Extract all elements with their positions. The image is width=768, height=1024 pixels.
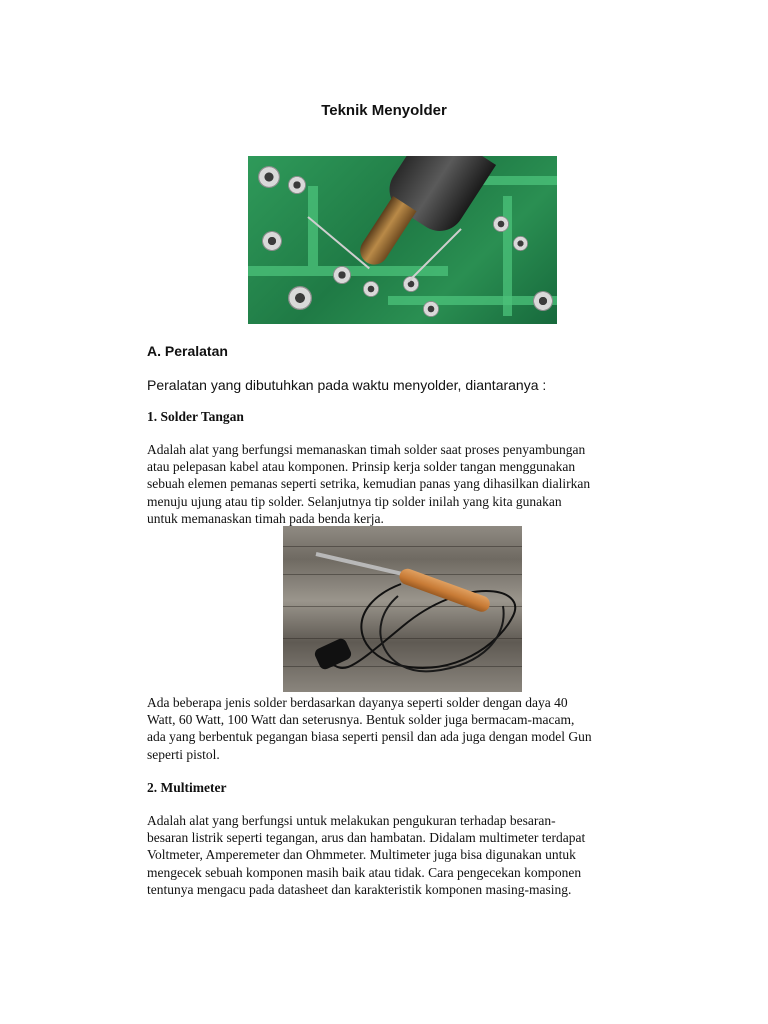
page-title: Teknik Menyolder	[321, 102, 447, 119]
section-intro: Peralatan yang dibutuhkan pada waktu menyolder, diantaranya :	[147, 377, 547, 393]
solder-pad	[493, 216, 509, 232]
soldering-photo	[248, 156, 557, 324]
paragraph-line: atau pelepasan kabel atau komponen. Prinsip kerja solder tangan menggunakan	[147, 459, 576, 475]
paragraph-solder-tangan-1	[147, 441, 667, 527]
solder-pad	[262, 231, 282, 251]
paragraph-line: Ada beberapa jenis solder berdasarkan dayanya seperti solder dengan daya 40	[147, 695, 568, 710]
paragraph-line: mengecek sebuah komponen masih baik atau tidak. Cara pengecekan komponen	[147, 864, 582, 880]
solder-pad	[423, 301, 439, 317]
paragraph-line: menuju ujung atau tip solder. Selanjutnya tip solder inilah yang kita gunakan	[147, 493, 562, 509]
solder-pad	[258, 166, 280, 188]
solder-pad	[333, 266, 351, 284]
solder-pad	[288, 286, 312, 310]
paragraph-line: Voltmeter, Amperemeter dan Ohmmeter. Multimeter juga bisa digunakan untuk	[147, 847, 576, 863]
paragraph-line: sebuah elemen pemanas seperti setrika, kemudian panas yang dihasilkan dialirkan	[147, 476, 591, 492]
paragraph-line: besaran listrik seperti tegangan, arus dan hambatan. Didalam multimeter terdapat	[147, 830, 586, 846]
heading-solder-tangan: 1. Solder Tangan	[147, 409, 244, 424]
solder-pad	[533, 291, 553, 311]
pcb-trace	[478, 176, 557, 185]
paragraph-line: tentunya mengacu pada datasheet dan karakteristik komponen masing-masing.	[147, 881, 572, 897]
paragraph-line: Adalah alat yang berfungsi untuk melakukan pengukuran terhadap besaran-	[147, 813, 556, 828]
solder-pad	[513, 236, 528, 251]
heading-multimeter: 2. Multimeter	[147, 780, 227, 795]
paragraph-line: Watt, 60 Watt, 100 Watt dan seterusnya. Bentuk solder juga bermacam-macam,	[147, 712, 575, 728]
soldering-iron-tip	[355, 196, 417, 270]
pcb-trace	[388, 296, 557, 305]
paragraph-line: untuk memanaskan timah pada benda kerja.	[147, 510, 384, 526]
solder-pad	[288, 176, 306, 194]
section-heading-peralatan: A. Peralatan	[147, 343, 228, 359]
paragraph-multimeter	[147, 812, 667, 898]
paragraph-line: ada yang berbentuk pegangan biasa seperti pensil dan ada juga dengan model Gun	[147, 729, 592, 745]
solder-pad	[363, 281, 379, 297]
paragraph-line: Adalah alat yang berfungsi memanaskan timah solder saat proses penyambungan	[147, 442, 586, 457]
paragraph-solder-tangan-2	[147, 694, 667, 763]
paragraph-line: seperti pistol.	[147, 746, 220, 762]
